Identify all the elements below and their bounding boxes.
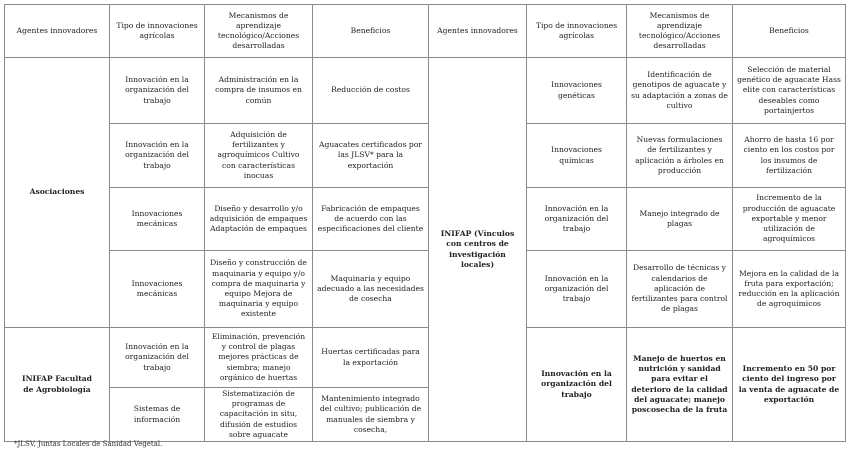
left-row-5-mechanism: Eliminación, prevención y control de plagas mejores prácticas de siembra; manejo orgánico de huertas <box>211 331 306 382</box>
header-agents: Agentes innovadores <box>16 25 98 35</box>
left-row-1-mechanism: Administración en la compra de insumos en común <box>215 75 302 105</box>
right-row-4-mechanism: Desarrollo de técnicas y calendarios de aplicación de fertilizantes para control de plagas <box>631 263 728 314</box>
right-row-4-type: Innovación en la organización del trabajo <box>544 273 609 304</box>
right-row-2-mechanism: Nuevas formulaciones de fertilizantes y aplicación a árboles en producción <box>635 135 724 175</box>
right-row-5-benefit: Incremento en 50 por ciento del ingreso por la venta de aguacate de exportación <box>738 364 840 404</box>
footnote: *JLSV, Juntas Locales de Sanidad Vegetal. <box>14 440 163 448</box>
right-row-5-type: Innovación en la organización del trabajo <box>541 369 612 399</box>
right-row-4-benefit: Mejora en la calidad de la fruta para exportación; reducción en la aplicación de agroquímicos <box>738 268 840 309</box>
left-row-2-type: Innovación en la organización del trabajo <box>125 140 189 170</box>
right-row-1-type: Innovaciones genéticas <box>551 80 602 100</box>
right-row-1-benefit: Selección de material genético de aguacate Hass elite con características deseables como portainjertos <box>737 64 841 115</box>
left-row-2-mechanism: Adquisición de fertilizantes y agroquímicos Cultivo con características inocuas <box>217 129 300 180</box>
document-page <box>4 4 846 442</box>
header-type-right: Tipo de innovaciones agrícolas <box>535 20 618 40</box>
innovation-table <box>4 4 846 442</box>
left-row-2-benefit: Aguacates certificados por las JLSV* para la exportación <box>319 140 422 170</box>
header-benefits: Beneficios <box>350 25 391 35</box>
right-row-2-benefit: Ahorro de hasta 16 por ciento en los costos por los insumos de fertilización <box>743 135 835 175</box>
left-row-3-benefit: Fabricación de empaques de acuerdo con las especificaciones del cliente <box>317 203 424 234</box>
left-row-1-type: Innovación en la organización del trabajo <box>125 75 189 105</box>
left-row-6-mechanism: Sistematización de programas de capacitación in situ, difusión de estudios sobre aguacate <box>219 388 298 439</box>
left-row-5-type: Innovación en la organización del trabajo <box>125 342 189 372</box>
left-row-1-benefit: Reducción de costos <box>331 85 410 95</box>
left-row-4-mechanism: Diseño y construcción de maquinaria y equipo y/o compra de maquinaria y equipo Mejora de maquinaria y equipo existente <box>210 258 307 319</box>
right-row-3-benefit: Incremento de la producción de aguacate exportable y menor utilización de agroquímicos <box>742 193 836 244</box>
agent-inifap-agrobiologia: INIFAP Facultad de Agrobiología <box>22 374 92 394</box>
agent-inifap-centros: INIFAP (Vínculos con centros de investigación locales) <box>440 229 515 269</box>
right-row-3-mechanism: Manejo integrado de plagas <box>639 208 720 228</box>
header-agents-right: Agentes innovadores <box>437 25 518 35</box>
left-row-3-type: Innovaciones mecánicas <box>131 208 183 228</box>
right-row-3-type: Innovación en la organización del trabajo <box>544 203 609 234</box>
header-type: Tipo de innovaciones agrícolas <box>116 20 198 40</box>
left-row-3-mechanism: Diseño y desarrollo y/o adquisición de empaques Adaptación de empaques <box>209 203 308 234</box>
header-mechanisms-right: Mecanismos de aprendizaje tecnológico/Acciones desarrolladas <box>638 10 721 51</box>
header-mechanisms: Mecanismos de aprendizaje tecnológico/Acciones desarrolladas <box>217 10 300 51</box>
left-row-4-type: Innovaciones mecánicas <box>131 278 183 298</box>
left-row-4-benefit: Maquinaria y equipo adecuado a las necesidades de cosecha <box>317 273 424 304</box>
left-row-6-benefit: Mantenimiento integrado del cultivo; publicación de manuales de siembra y cosecha, <box>319 394 422 434</box>
left-row-6-type: Sistemas de información <box>133 404 181 424</box>
right-row-1-mechanism: Identificación de genotipos de aguacate y su adaptación a zonas de cultivo <box>631 70 728 110</box>
header-benefits-right: Beneficios <box>769 25 809 35</box>
left-row-5-benefit: Huertas certificadas para la exportación <box>321 347 420 367</box>
agent-asociaciones: Asociaciones <box>29 187 85 197</box>
right-row-5-mechanism: Manejo de huertos en nutrición y sanidad para evitar el deterioro de la calidad del aguacate; manejo poscosecha de la fruta <box>631 353 728 414</box>
right-row-2-type: Innovaciones químicas <box>551 145 602 165</box>
